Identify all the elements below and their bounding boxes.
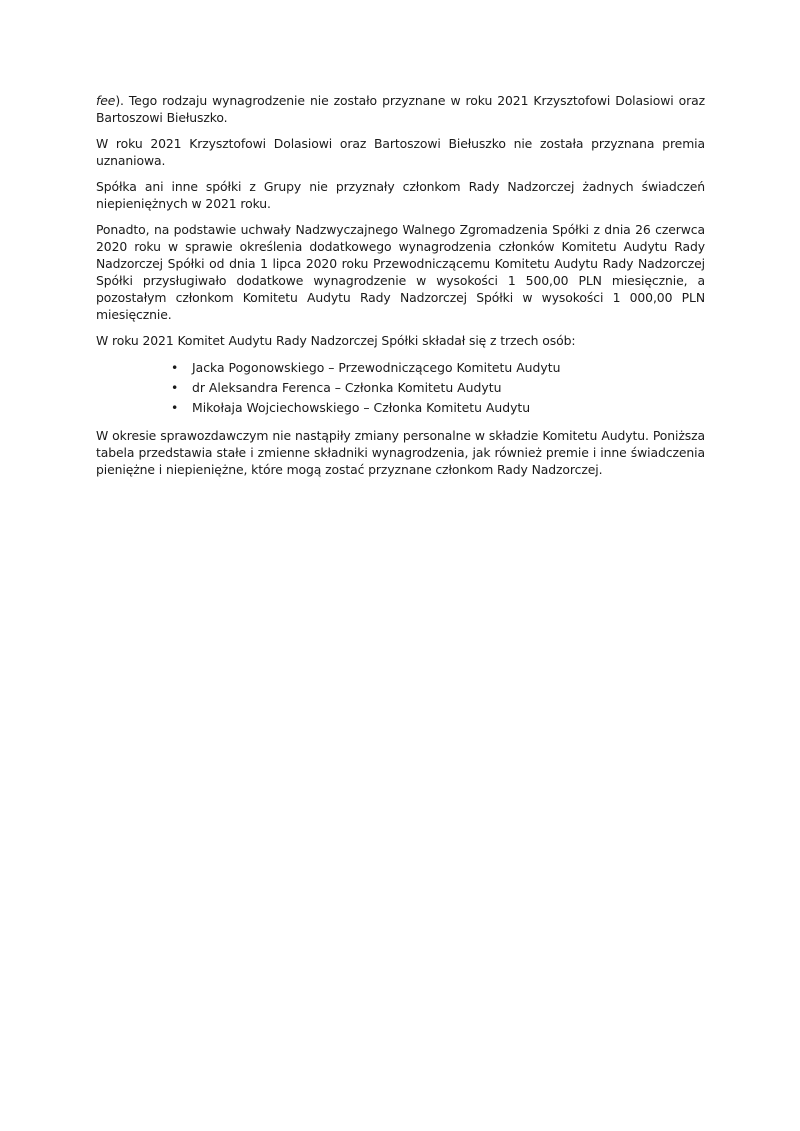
paragraph-audit-committee-remuneration: Ponadto, na podstawie uchwały Nadzwyczajnego Walnego Zgromadzenia Spółki z dnia 26 czerwca 2020 roku w sprawie określenia dodatkowego wynagrodzenia członków Komitetu Audytu Rady Nadzorczej Spółki od dnia 1 lipca 2020 roku Przewodniczącemu Komitetu Audytu Rady Nadzorczej Spółki przysługiwało dodatkowe wynagrodzenie w wysokości 1 500,00 PLN miesięcznie, a pozostałym członkom Komitetu Audytu Rady Nadzorczej Spółki w wysokości 1 000,00 PLN miesięcznie. (96, 222, 705, 322)
bullet-icon: • (171, 400, 179, 415)
list-item (96, 398, 705, 418)
member-text: Jacka Pogonowskiego – Przewodniczącego Komitetu Audytu (192, 360, 561, 375)
member-text: dr Aleksandra Ferenca – Członka Komitetu Audytu (192, 380, 502, 395)
paragraph-bonus: W roku 2021 Krzysztofowi Dolasiowi oraz Bartoszowi Biełuszko nie została przyznana premia uznaniowa. (96, 136, 705, 168)
list-item (96, 378, 705, 398)
list-item (96, 358, 705, 378)
bullet-icon: • (171, 360, 179, 375)
paragraph-fee-continuation (96, 92, 705, 126)
paragraph-non-cash-benefits: Spółka ani inne spółki z Grupy nie przyznały członkom Rady Nadzorczej żadnych świadczeń niepieniężnych w 2021 roku. (96, 179, 705, 211)
paragraph-no-personnel-changes: W okresie sprawozdawczym nie nastąpiły zmiany personalne w składzie Komitetu Audytu. Poniższa tabela przedstawia stałe i zmienne składniki wynagrodzenia, jak również premie i inne świadczenia pieniężne i niepieniężne, które mogą zostać przyznane członkom Rady Nadzorczej. (96, 428, 705, 477)
member-text: Mikołaja Wojciechowskiego – Członka Komitetu Audytu (192, 400, 531, 415)
paragraph-audit-committee-composition: W roku 2021 Komitet Audytu Rady Nadzorczej Spółki składał się z trzech osób: (96, 333, 576, 348)
bullet-icon: • (171, 380, 179, 395)
audit-committee-member-list (96, 358, 705, 418)
paragraph-fee-italic: fee (96, 93, 116, 108)
document-page (96, 92, 705, 487)
paragraph-fee-text: ). Tego rodzaju wynagrodzenie nie zostało przyznane w roku 2021 Krzysztofowi Dolasiowi oraz Bartoszowi Biełuszko. (96, 93, 705, 125)
